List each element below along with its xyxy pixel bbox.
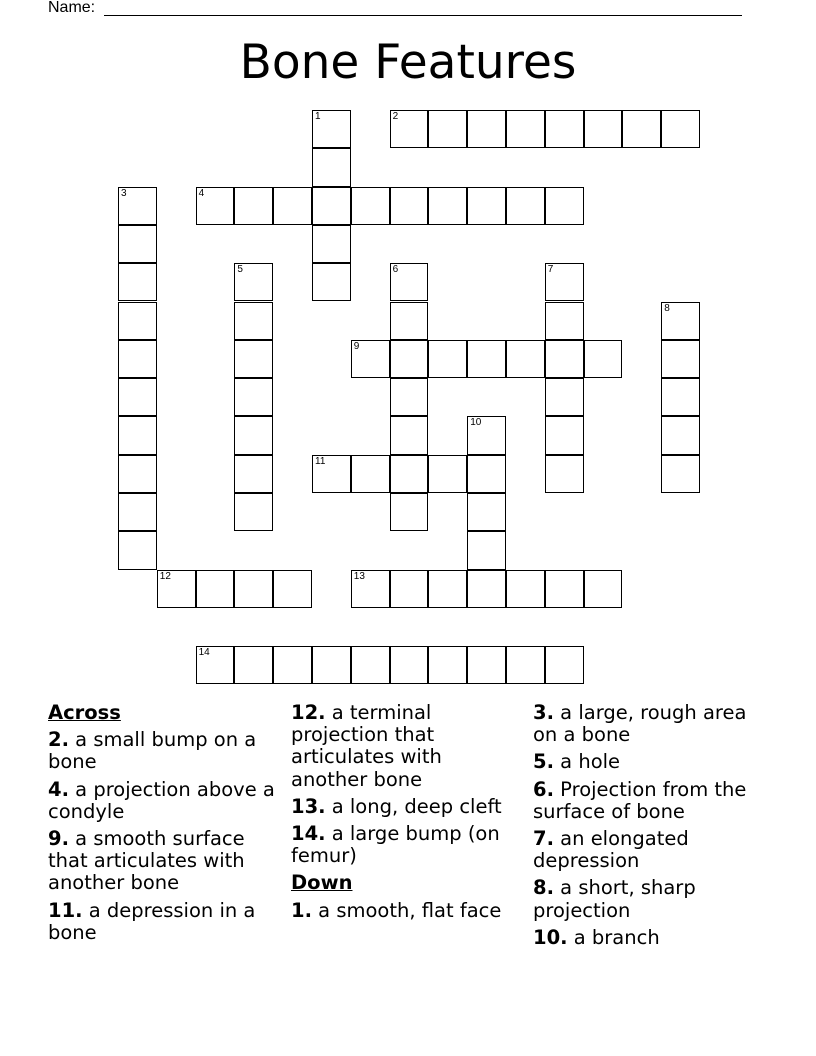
cell-number: 5 [237, 264, 243, 276]
grid-cell[interactable] [196, 646, 235, 684]
grid-cell[interactable] [545, 340, 584, 378]
clue-down-5: 5. a hole [533, 750, 621, 774]
grid-cell[interactable] [234, 455, 273, 493]
clue-column-2 [291, 702, 523, 927]
clue-across-13: 13. a long, deep cleft [291, 794, 502, 818]
grid-cell[interactable] [584, 570, 623, 608]
grid-cell[interactable] [661, 110, 700, 148]
grid-cell[interactable] [234, 378, 273, 416]
grid-cell[interactable] [273, 570, 312, 608]
grid-cell[interactable] [312, 187, 351, 225]
grid-cell[interactable] [234, 263, 273, 301]
cell-number: 2 [392, 111, 399, 122]
cell-number: 13 [353, 570, 365, 582]
cell-number: 14 [198, 647, 210, 659]
grid-cell[interactable] [545, 187, 584, 225]
grid-cell[interactable] [390, 378, 429, 416]
grid-cell[interactable] [584, 340, 623, 378]
grid-cell[interactable] [545, 570, 584, 608]
grid-cell[interactable] [157, 570, 196, 608]
down-heading: Down [291, 871, 353, 895]
grid-cell[interactable] [428, 187, 467, 225]
grid-cell[interactable] [351, 646, 390, 684]
grid-cell[interactable] [351, 570, 390, 608]
cell-number: 11 [315, 455, 326, 467]
grid-cell[interactable] [622, 110, 661, 148]
grid-cell[interactable] [390, 110, 429, 148]
grid-cell[interactable] [661, 378, 700, 416]
clue-down-3: 3. a large, rough area on a bone [533, 701, 747, 747]
cell-number: 3 [121, 187, 127, 199]
grid-cell[interactable] [312, 225, 351, 263]
grid-cell[interactable] [118, 340, 157, 378]
clue-column-3 [533, 702, 763, 954]
grid-cell[interactable] [428, 340, 467, 378]
grid-cell[interactable] [118, 263, 157, 301]
clue-down-1: 1. a smooth, flat face [291, 898, 502, 922]
grid-cell[interactable] [390, 646, 429, 684]
grid-cell[interactable] [118, 455, 157, 493]
grid-cell[interactable] [118, 187, 157, 225]
grid-cell[interactable] [196, 570, 235, 608]
page-title: Bone Features [239, 35, 577, 90]
cell-number: 8 [664, 302, 670, 314]
grid-cell[interactable] [545, 455, 584, 493]
grid-cell[interactable] [467, 455, 506, 493]
grid-cell[interactable] [390, 302, 429, 340]
grid-cell[interactable] [312, 110, 351, 148]
grid-cell[interactable] [390, 416, 429, 454]
clue-column-1 [48, 702, 278, 949]
grid-cell[interactable] [545, 378, 584, 416]
grid-cell[interactable] [545, 302, 584, 340]
grid-cell[interactable] [312, 455, 351, 493]
grid-cell[interactable] [312, 148, 351, 186]
clue-down-8: 8. a short, sharp projection [533, 876, 696, 922]
grid-cell[interactable] [506, 110, 545, 148]
grid-cell[interactable] [118, 493, 157, 531]
grid-cell[interactable] [390, 455, 429, 493]
grid-cell[interactable] [545, 416, 584, 454]
clue-down-10: 10. a branch [533, 925, 660, 949]
grid-cell[interactable] [467, 570, 506, 608]
cell-number: 1 [315, 111, 321, 122]
grid-cell[interactable] [467, 187, 506, 225]
cell-number: 9 [353, 340, 360, 352]
grid-cell[interactable] [545, 646, 584, 684]
grid-cell[interactable] [390, 187, 429, 225]
grid-cell[interactable] [118, 531, 157, 569]
grid-cell[interactable] [118, 378, 157, 416]
grid-cell[interactable] [273, 646, 312, 684]
grid-cell[interactable] [467, 340, 506, 378]
grid-cell[interactable] [196, 187, 235, 225]
grid-cell[interactable] [118, 416, 157, 454]
clue-across-12: 12. a terminal projection that articulates with another bone [291, 701, 442, 791]
grid-cell[interactable] [428, 646, 467, 684]
grid-cell[interactable] [390, 570, 429, 608]
grid-cell[interactable] [584, 110, 623, 148]
clue-across-4: 4. a projection above a condyle [48, 777, 275, 823]
grid-cell[interactable] [312, 263, 351, 301]
cell-number: 12 [159, 570, 171, 582]
cell-number: 10 [470, 417, 482, 429]
grid-cell[interactable] [467, 416, 506, 454]
grid-cell[interactable] [234, 340, 273, 378]
grid-cell[interactable] [234, 416, 273, 454]
grid-cell[interactable] [467, 531, 506, 569]
grid-cell[interactable] [428, 455, 467, 493]
cell-number: 6 [392, 264, 399, 276]
grid-cell[interactable] [661, 455, 700, 493]
grid-cell[interactable] [467, 110, 506, 148]
cell-number: 4 [198, 187, 205, 199]
cell-number: 7 [547, 264, 554, 276]
grid-cell[interactable] [351, 455, 390, 493]
grid-cell[interactable] [234, 493, 273, 531]
across-heading: Across [48, 701, 121, 724]
grid-cell[interactable] [118, 302, 157, 340]
grid-cell[interactable] [428, 570, 467, 608]
clue-down-6: 6. Projection from the surface of bone [533, 777, 747, 823]
grid-cell[interactable] [118, 225, 157, 263]
clue-down-7: 7. an elongated depression [533, 827, 689, 873]
grid-cell[interactable] [506, 340, 545, 378]
grid-cell[interactable] [428, 110, 467, 148]
grid-cell[interactable] [506, 187, 545, 225]
grid-cell[interactable] [390, 263, 429, 301]
grid-cell[interactable] [234, 187, 273, 225]
clue-across-2: 2. a small bump on a bone [48, 728, 257, 774]
grid-cell[interactable] [506, 570, 545, 608]
grid-cell[interactable] [273, 187, 312, 225]
grid-cell[interactable] [467, 646, 506, 684]
grid-cell[interactable] [661, 302, 700, 340]
grid-cell[interactable] [234, 646, 273, 684]
grid-cell[interactable] [545, 110, 584, 148]
grid-cell[interactable] [312, 646, 351, 684]
clue-across-14: 14. a large bump (on femur) [291, 822, 500, 868]
grid-cell[interactable] [467, 493, 506, 531]
grid-cell[interactable] [351, 340, 390, 378]
grid-cell[interactable] [390, 493, 429, 531]
grid-cell[interactable] [390, 340, 429, 378]
grid-cell[interactable] [506, 646, 545, 684]
grid-cell[interactable] [351, 187, 390, 225]
grid-cell[interactable] [234, 302, 273, 340]
name-label: Name: [48, 0, 96, 16]
clue-across-9: 9. a smooth surface that articulates with another bone [48, 827, 245, 895]
grid-cell[interactable] [234, 570, 273, 608]
clue-across-11: 11. a depression in a bone [48, 898, 256, 944]
grid-cell[interactable] [661, 416, 700, 454]
grid-cell[interactable] [661, 340, 700, 378]
grid-cell[interactable] [545, 263, 584, 301]
